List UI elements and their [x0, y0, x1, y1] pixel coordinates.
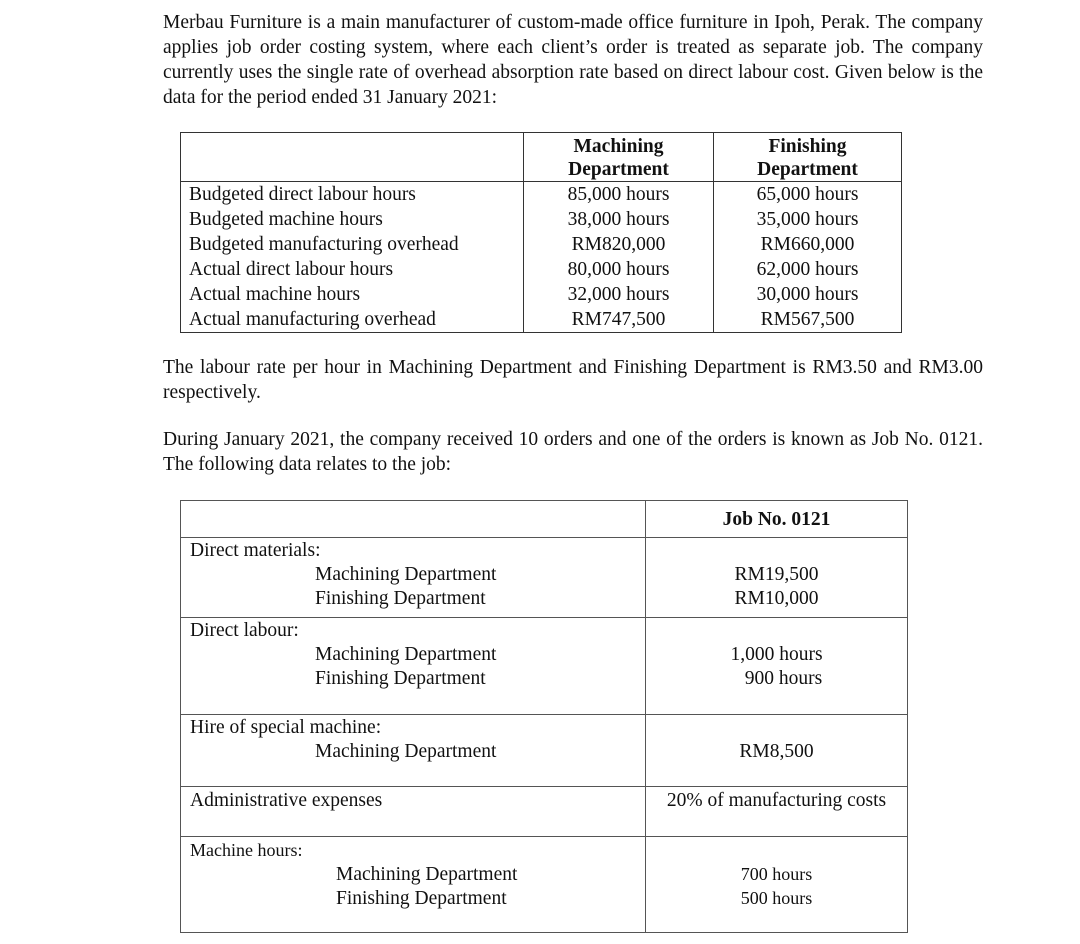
row-value: 20% of manufacturing costs: [666, 790, 887, 811]
intro-paragraph: Merbau Furniture is a main manufacturer of custom-made office furniture in Ipoh, Perak. The company applies job order costing system, where each client’s order is treated as separate job. The company currently uses the single rate of overhead absorption rate based on direct labour cost. Given below is the data for the period ended 31 January 2021:: [163, 12, 983, 108]
row-label: Actual manufacturing overhead: [181, 307, 524, 333]
row-value: RM8,500: [739, 741, 814, 762]
finishing-value: 65,000 hours: [714, 182, 902, 208]
row-label: Machining Department: [336, 864, 518, 885]
row-value: 700 hours: [740, 864, 813, 884]
blank-header: [181, 133, 524, 182]
row-label: Machining Department: [315, 644, 497, 665]
table-row: [181, 232, 902, 257]
job-data-table: [180, 500, 908, 933]
machining-value: 32,000 hours: [524, 282, 714, 307]
machining-value: 85,000 hours: [524, 182, 714, 208]
row-label: Finishing Department: [315, 668, 486, 689]
row-value: RM10,000: [734, 588, 819, 609]
row-label: Budgeted manufacturing overhead: [181, 232, 524, 257]
table-row: [181, 207, 902, 232]
row-label: Machining Department: [315, 741, 497, 762]
row-label: Budgeted machine hours: [181, 207, 524, 232]
row-label: Machining Department: [315, 564, 497, 585]
section-label: Machine hours:: [190, 840, 303, 860]
machining-value: 80,000 hours: [524, 257, 714, 282]
table-row: [181, 307, 902, 333]
table-row: [181, 282, 902, 307]
machining-value: RM747,500: [524, 307, 714, 333]
section-label: Direct materials:: [190, 540, 321, 561]
row-value: RM19,500: [734, 564, 819, 585]
table-header-row: [181, 133, 902, 182]
section-label: Direct labour:: [190, 620, 299, 641]
finishing-value: RM660,000: [714, 232, 902, 257]
job-intro-paragraph: During January 2021, the company received 10 orders and one of the orders is known as Job No. 0121. The following data relates to the job:: [163, 429, 983, 475]
department-data-table: [180, 132, 902, 333]
row-value: 500 hours: [740, 888, 813, 908]
header-machining: Machining Department: [524, 133, 714, 182]
row-label: Actual direct labour hours: [181, 257, 524, 282]
section-label: Administrative expenses: [190, 790, 383, 811]
labour-rate-paragraph: The labour rate per hour in Machining Department and Finishing Department is RM3.50 and RM3.00 respectively.: [163, 357, 983, 403]
finishing-value: RM567,500: [714, 307, 902, 333]
machining-value: RM820,000: [524, 232, 714, 257]
table-row: [181, 257, 902, 282]
table-row: [181, 182, 902, 208]
row-label: Actual machine hours: [181, 282, 524, 307]
finishing-value: 35,000 hours: [714, 207, 902, 232]
row-value: 1,000 hours: [730, 644, 823, 665]
row-label: Finishing Department: [336, 888, 507, 909]
job-header: Job No. 0121: [722, 509, 831, 530]
row-value: 900 hours: [744, 668, 823, 689]
finishing-value: 62,000 hours: [714, 257, 902, 282]
machining-value: 38,000 hours: [524, 207, 714, 232]
section-label: Hire of special machine:: [190, 717, 382, 738]
finishing-value: 30,000 hours: [714, 282, 902, 307]
row-label: Finishing Department: [315, 588, 486, 609]
row-label: Budgeted direct labour hours: [181, 182, 524, 208]
header-finishing: Finishing Department: [714, 133, 902, 182]
